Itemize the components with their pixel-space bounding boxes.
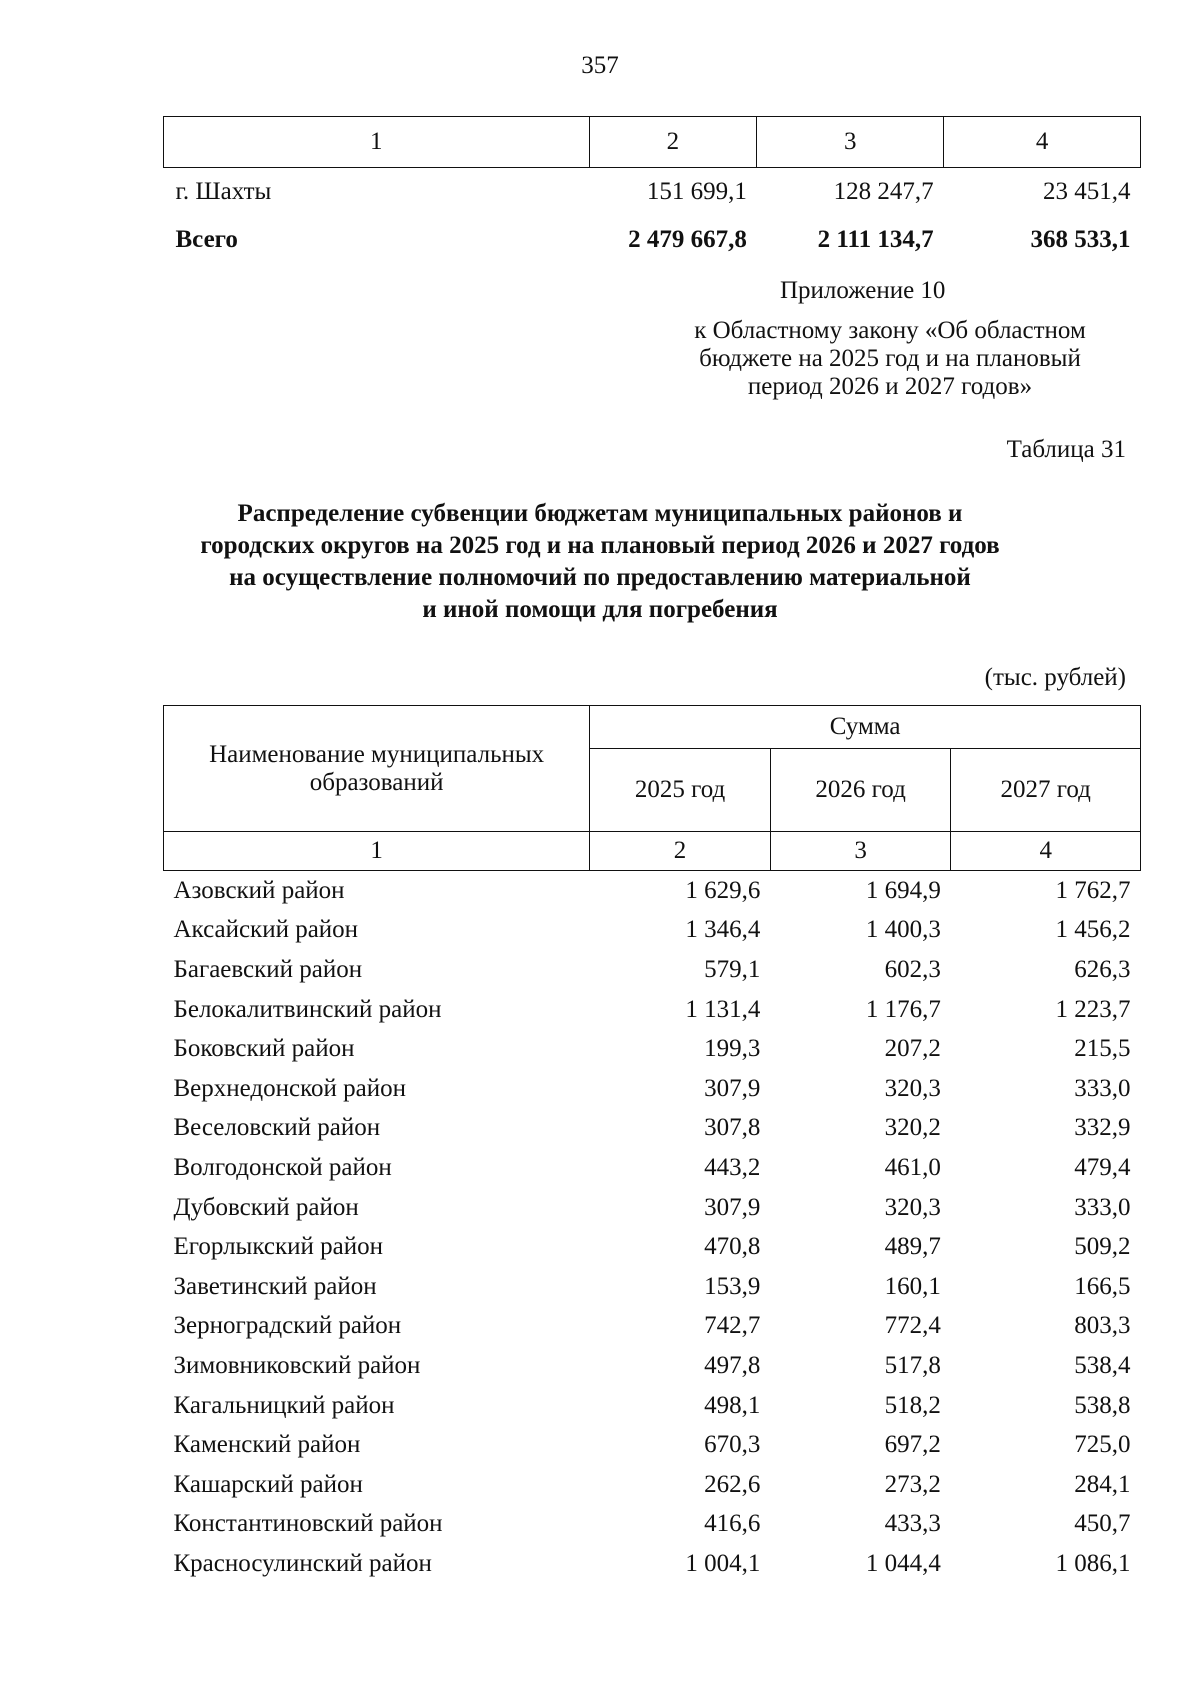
value-2026: 320,3	[884, 1193, 941, 1221]
value-2025: 1 131,4	[685, 995, 761, 1023]
value-2027: 803,3	[1074, 1312, 1131, 1340]
value-2027: 166,5	[1074, 1272, 1131, 1300]
value-2025: 1 346,4	[685, 916, 761, 944]
caption-line: и иной помощи для погребения	[422, 596, 778, 623]
value-2027: 23 451,4	[1043, 178, 1131, 205]
row-name: Константиновский район	[173, 1510, 443, 1538]
table-row	[164, 1267, 1141, 1307]
value-2026: 2 111 134,7	[817, 226, 934, 253]
value-2025: 742,7	[704, 1312, 761, 1340]
value-2026: 320,2	[884, 1114, 941, 1142]
column-number: 2	[589, 117, 757, 168]
table-row	[164, 1069, 1141, 1109]
value-2027: 1 086,1	[1055, 1549, 1131, 1577]
value-2026: 517,8	[884, 1351, 941, 1379]
name-column-header	[164, 706, 590, 832]
column-number-row	[164, 117, 1141, 168]
value-2025: 2 479 667,8	[628, 226, 747, 253]
table-row	[164, 1505, 1141, 1545]
table-row	[164, 1227, 1141, 1267]
value-2025: 443,2	[704, 1153, 761, 1181]
table-row	[164, 1346, 1141, 1386]
row-name: Белокалитвинский район	[173, 995, 442, 1023]
units-label: (тыс. рублей)	[984, 664, 1126, 691]
table-row	[164, 1029, 1141, 1069]
row-name: Каменский район	[173, 1431, 361, 1459]
value-2027: 725,0	[1074, 1431, 1131, 1459]
table-row	[164, 1307, 1141, 1347]
value-2027: 479,4	[1074, 1153, 1131, 1181]
table-body	[164, 871, 1141, 1584]
row-name: Всего	[175, 226, 238, 253]
value-2025: 470,8	[704, 1233, 761, 1261]
value-2027: 509,2	[1074, 1233, 1131, 1261]
row-name: Красносулинский район	[173, 1549, 432, 1577]
total-row	[164, 216, 1141, 264]
row-name: Зимовниковский район	[173, 1351, 421, 1379]
value-2025: 498,1	[704, 1391, 761, 1419]
value-2026: 602,3	[884, 955, 941, 983]
year-header-2026: 2026 год	[770, 749, 951, 832]
caption-line: на осуществление полномочий по предоставлению материальной	[229, 564, 971, 591]
row-name: Азовский район	[173, 876, 345, 904]
appendix-reference	[650, 317, 1130, 401]
value-2027: 1 456,2	[1055, 916, 1131, 944]
table-row	[164, 911, 1141, 951]
row-name: Багаевский район	[173, 955, 363, 983]
value-2025: 579,1	[704, 955, 761, 983]
value-2027: 538,8	[1074, 1391, 1131, 1419]
appendix-ref-line: к Областному закону «Об областном	[694, 317, 1086, 344]
header-text: образований	[309, 768, 444, 796]
row-name: Аксайский район	[173, 916, 359, 944]
table-row	[164, 950, 1141, 990]
value-2026: 128 247,7	[833, 178, 934, 205]
column-number: 4	[951, 832, 1141, 871]
value-2027: 538,4	[1074, 1351, 1131, 1379]
value-2025: 262,6	[704, 1470, 761, 1498]
row-name: Зерноградский район	[173, 1312, 402, 1340]
page-number: 357	[581, 52, 619, 79]
appendix-ref-line: бюджете на 2025 год и на плановый	[699, 345, 1081, 372]
previous-table-continuation	[163, 116, 1141, 264]
row-name: Кашарский район	[173, 1470, 363, 1498]
value-2027: 215,5	[1074, 1035, 1131, 1063]
row-name: Веселовский район	[173, 1114, 381, 1142]
value-2027: 368 533,1	[1030, 226, 1131, 253]
value-2025: 151 699,1	[646, 178, 747, 205]
value-2026: 320,3	[884, 1074, 941, 1102]
header-text: Наименование муниципальных	[209, 740, 545, 768]
column-number: 2	[590, 832, 771, 871]
column-number: 3	[757, 117, 944, 168]
table-row	[164, 168, 1141, 217]
year-header-2027: 2027 год	[951, 749, 1141, 832]
table-label: Таблица 31	[1006, 436, 1126, 463]
appendix-ref-line: период 2026 и 2027 годов»	[747, 373, 1033, 400]
value-2025: 416,6	[704, 1510, 761, 1538]
value-2025: 307,9	[704, 1193, 761, 1221]
appendix-title: Приложение 10	[780, 277, 946, 304]
value-2026: 489,7	[884, 1233, 941, 1261]
value-2025: 307,8	[704, 1114, 761, 1142]
table-row	[164, 1465, 1141, 1505]
value-2025: 497,8	[704, 1351, 761, 1379]
value-2026: 433,3	[884, 1510, 941, 1538]
table-caption	[140, 498, 1060, 626]
row-name: Боковский район	[173, 1035, 355, 1063]
value-2026: 697,2	[884, 1431, 941, 1459]
value-2027: 332,9	[1074, 1114, 1131, 1142]
value-2026: 461,0	[884, 1153, 941, 1181]
value-2026: 207,2	[884, 1035, 941, 1063]
value-2026: 1 694,9	[865, 876, 941, 904]
header-row	[164, 706, 1141, 749]
value-2025: 670,3	[704, 1431, 761, 1459]
caption-line: городских округов на 2025 год и на плановый период 2026 и 2027 годов	[200, 532, 1000, 559]
column-number-row	[164, 832, 1141, 871]
row-name: Верхнедонской район	[173, 1074, 406, 1102]
value-2026: 273,2	[884, 1470, 941, 1498]
table-row	[164, 1425, 1141, 1465]
row-name: Заветинский район	[173, 1272, 377, 1300]
caption-line: Распределение субвенции бюджетам муниципальных районов и	[237, 500, 963, 527]
value-2026: 518,2	[884, 1391, 941, 1419]
column-number: 1	[164, 832, 590, 871]
row-name: Волгодонской район	[173, 1153, 392, 1181]
value-2026: 160,1	[884, 1272, 941, 1300]
year-header-2025: 2025 год	[590, 749, 771, 832]
value-2026: 1 044,4	[865, 1549, 941, 1577]
value-2027: 1 762,7	[1055, 876, 1131, 904]
row-name: Дубовский район	[173, 1193, 359, 1221]
column-number: 1	[164, 117, 590, 168]
value-2027: 333,0	[1074, 1193, 1131, 1221]
table-row	[164, 1188, 1141, 1228]
value-2027: 1 223,7	[1055, 995, 1131, 1023]
value-2026: 772,4	[884, 1312, 941, 1340]
value-2027: 333,0	[1074, 1074, 1131, 1102]
table-row	[164, 1109, 1141, 1149]
value-2025: 307,9	[704, 1074, 761, 1102]
row-name: Кагальницкий район	[173, 1391, 395, 1419]
table-row	[164, 1148, 1141, 1188]
table-row	[164, 871, 1141, 911]
table-row	[164, 1386, 1141, 1426]
value-2025: 153,9	[704, 1272, 761, 1300]
table-row	[164, 1544, 1141, 1584]
column-number: 3	[770, 832, 951, 871]
value-2025: 1 629,6	[685, 876, 761, 904]
value-2026: 1 400,3	[865, 916, 941, 944]
table-row	[164, 990, 1141, 1030]
subvention-table	[163, 705, 1141, 1584]
value-2027: 284,1	[1074, 1470, 1131, 1498]
value-2027: 450,7	[1074, 1510, 1131, 1538]
sum-header: Сумма	[590, 706, 1141, 749]
value-2027: 626,3	[1074, 955, 1131, 983]
column-number: 4	[944, 117, 1141, 168]
row-name: Егорлыкский район	[173, 1233, 383, 1261]
value-2025: 1 004,1	[685, 1549, 761, 1577]
row-name: г. Шахты	[175, 178, 272, 205]
value-2026: 1 176,7	[865, 995, 941, 1023]
value-2025: 199,3	[704, 1035, 761, 1063]
